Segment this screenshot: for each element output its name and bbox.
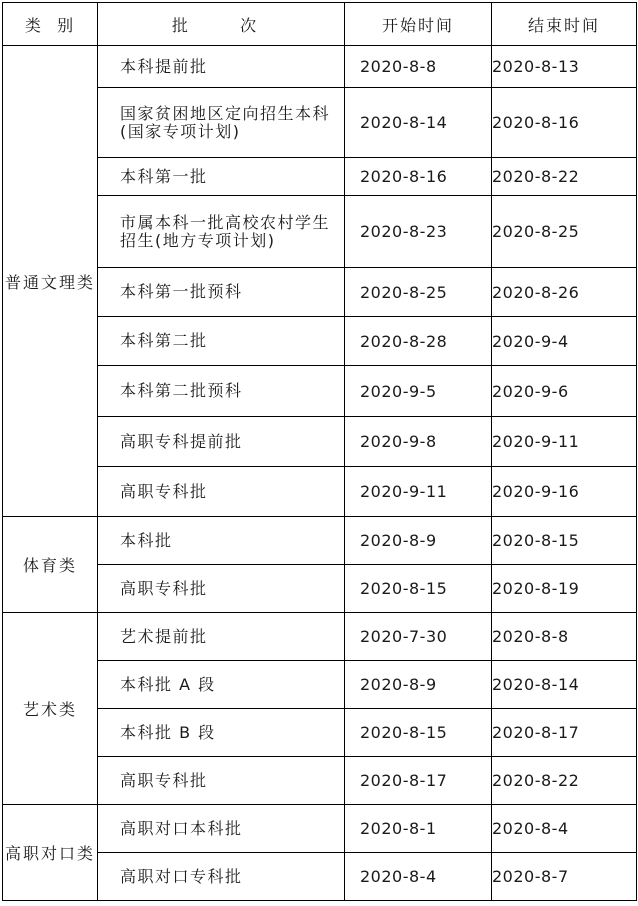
batch-cell: 国家贫困地区定向招生本科(国家专项计划)	[98, 88, 345, 158]
end-time-cell: 2020-8-19	[492, 565, 637, 613]
batch-cell: 本科批 B 段	[98, 709, 345, 757]
end-time-cell: 2020-8-16	[492, 88, 637, 158]
end-time-cell: 2020-8-8	[492, 613, 637, 661]
start-time-cell: 2020-9-5	[345, 366, 492, 417]
start-time-cell: 2020-9-11	[345, 467, 492, 517]
table-row	[3, 268, 637, 317]
batch-cell: 高职专科提前批	[98, 417, 345, 467]
table-row	[3, 366, 637, 417]
end-time-cell: 2020-9-6	[492, 366, 637, 417]
end-time-cell: 2020-9-16	[492, 467, 637, 517]
end-time-cell: 2020-8-26	[492, 268, 637, 317]
batch-cell: 高职对口本科批	[98, 805, 345, 853]
start-time-cell: 2020-8-9	[345, 517, 492, 565]
batch-cell: 市属本科一批高校农村学生招生(地方专项计划)	[98, 196, 345, 268]
batch-cell: 本科批	[98, 517, 345, 565]
start-time-cell: 2020-8-16	[345, 158, 492, 196]
header-row	[3, 3, 637, 46]
end-time-cell: 2020-8-13	[492, 46, 637, 88]
end-time-cell: 2020-8-25	[492, 196, 637, 268]
batch-cell: 高职专科批	[98, 565, 345, 613]
end-time-cell: 2020-8-7	[492, 853, 637, 901]
start-time-cell: 2020-8-4	[345, 853, 492, 901]
start-time-cell: 2020-8-15	[345, 565, 492, 613]
start-time-cell: 2020-8-14	[345, 88, 492, 158]
table-row	[3, 88, 637, 158]
end-time-cell: 2020-8-22	[492, 757, 637, 805]
table-row	[3, 417, 637, 467]
start-time-cell: 2020-8-15	[345, 709, 492, 757]
batch-cell: 本科第二批预科	[98, 366, 345, 417]
batch-cell: 高职专科批	[98, 467, 345, 517]
table-row	[3, 853, 637, 901]
category-cell: 高职对口类	[3, 805, 98, 901]
batch-cell: 艺术提前批	[98, 613, 345, 661]
admission-schedule-table	[2, 2, 637, 901]
start-time-cell: 2020-8-9	[345, 661, 492, 709]
table-row	[3, 467, 637, 517]
batch-cell: 高职对口专科批	[98, 853, 345, 901]
batch-cell: 本科提前批	[98, 46, 345, 88]
batch-cell: 本科第一批	[98, 158, 345, 196]
table-row	[3, 196, 637, 268]
start-time-cell: 2020-8-1	[345, 805, 492, 853]
table-row	[3, 709, 637, 757]
end-time-cell: 2020-8-4	[492, 805, 637, 853]
table-row	[3, 565, 637, 613]
start-time-cell: 2020-8-25	[345, 268, 492, 317]
end-time-cell: 2020-9-4	[492, 317, 637, 366]
table-row	[3, 517, 637, 565]
table-row	[3, 158, 637, 196]
start-time-cell: 2020-8-8	[345, 46, 492, 88]
table-row	[3, 46, 637, 88]
table-row	[3, 805, 637, 853]
start-time-cell: 2020-8-28	[345, 317, 492, 366]
category-cell: 体育类	[3, 517, 98, 613]
header-batch: 批 次	[98, 3, 345, 46]
start-time-cell: 2020-8-23	[345, 196, 492, 268]
start-time-cell: 2020-7-30	[345, 613, 492, 661]
end-time-cell: 2020-8-14	[492, 661, 637, 709]
batch-cell: 本科批 A 段	[98, 661, 345, 709]
batch-cell: 高职专科批	[98, 757, 345, 805]
table-row	[3, 317, 637, 366]
header-start-time: 开始时间	[345, 3, 492, 46]
category-cell: 普通文理类	[3, 46, 98, 517]
start-time-cell: 2020-9-8	[345, 417, 492, 467]
batch-cell: 本科第二批	[98, 317, 345, 366]
table-row	[3, 757, 637, 805]
end-time-cell: 2020-9-11	[492, 417, 637, 467]
start-time-cell: 2020-8-17	[345, 757, 492, 805]
batch-cell: 本科第一批预科	[98, 268, 345, 317]
header-end-time: 结束时间	[492, 3, 637, 46]
table-row	[3, 613, 637, 661]
header-category: 类 别	[3, 3, 98, 46]
category-cell: 艺术类	[3, 613, 98, 805]
end-time-cell: 2020-8-22	[492, 158, 637, 196]
end-time-cell: 2020-8-17	[492, 709, 637, 757]
table-row	[3, 661, 637, 709]
end-time-cell: 2020-8-15	[492, 517, 637, 565]
